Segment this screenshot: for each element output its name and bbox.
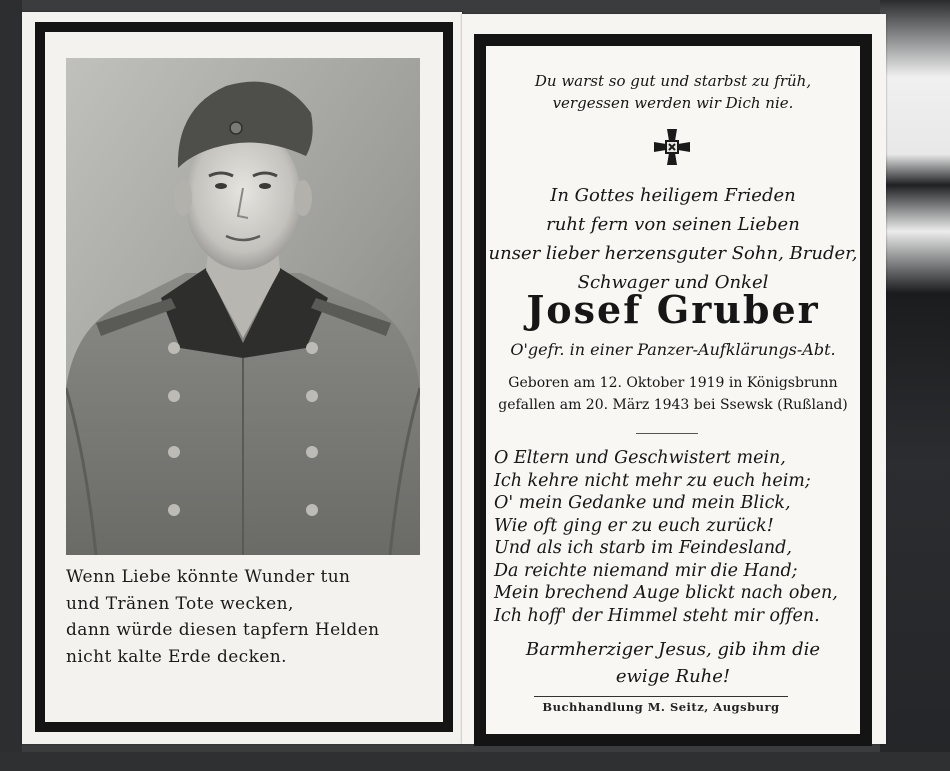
announcement-intro [486, 181, 860, 297]
life-dates [486, 372, 860, 416]
deceased-name: Josef Gruber [526, 287, 820, 332]
poem-line: Ich hoff' der Himmel steht mir offen. [494, 605, 820, 626]
poem-line: Wie oft ging er zu euch zurück! [494, 515, 774, 536]
prayer [486, 636, 860, 690]
soldier-portrait-photo [66, 58, 420, 555]
intro-line: In Gottes heiligem Frieden [550, 185, 796, 206]
portrait-image [66, 58, 420, 555]
verse-line: und Tränen Tote wecken, [66, 593, 294, 614]
poem-line: Und als ich starb im Feindesland, [494, 538, 792, 558]
military-rank: O'gefr. in einer Panzer-Aufklärungs-Abt. [510, 340, 836, 359]
motto [486, 70, 860, 114]
motto-line: Du warst so gut und starbst zu früh, [534, 72, 812, 90]
poem-line: O' mein Gedanke und mein Blick, [494, 493, 791, 513]
printer-imprint: Buchhandlung M. Seitz, Augsburg [542, 700, 780, 714]
poem-line: Ich kehre nicht mehr zu euch heim; [494, 470, 811, 491]
iron-cross-icon [652, 127, 692, 167]
memorial-poem [494, 447, 854, 627]
memorial-verse-left [66, 564, 420, 670]
poem-line: Mein brechend Auge blickt nach oben, [494, 583, 838, 603]
background-left [0, 0, 22, 771]
verse-line: nicht kalte Erde decken. [66, 646, 287, 667]
verse-line: dann würde diesen tapfern Helden [66, 620, 380, 640]
background-bottom [0, 752, 950, 771]
intro-line: unser lieber herzensguter Sohn, Bruder, [488, 243, 858, 264]
prayer-line: ewige Ruhe! [615, 666, 731, 687]
motto-line: vergessen werden wir Dich nie. [552, 94, 794, 112]
poem-line: O Eltern und Geschwistert mein, [494, 448, 786, 468]
imprint-divider [534, 696, 788, 697]
intro-line: ruht fern von seinen Lieben [546, 214, 800, 235]
verse-line: Wenn Liebe könnte Wunder tun [66, 567, 351, 587]
background-right [880, 0, 950, 771]
death-line: gefallen am 20. März 1943 bei Ssewsk (Rußland) [498, 397, 848, 413]
intro-line: Schwager und Onkel [577, 272, 769, 293]
poem-line: Da reichte niemand mir die Hand; [494, 560, 798, 581]
birth-line: Geboren am 12. Oktober 1919 in Königsbrunn [508, 375, 838, 391]
divider [636, 433, 698, 434]
prayer-line: Barmherziger Jesus, gib ihm die [525, 639, 821, 660]
